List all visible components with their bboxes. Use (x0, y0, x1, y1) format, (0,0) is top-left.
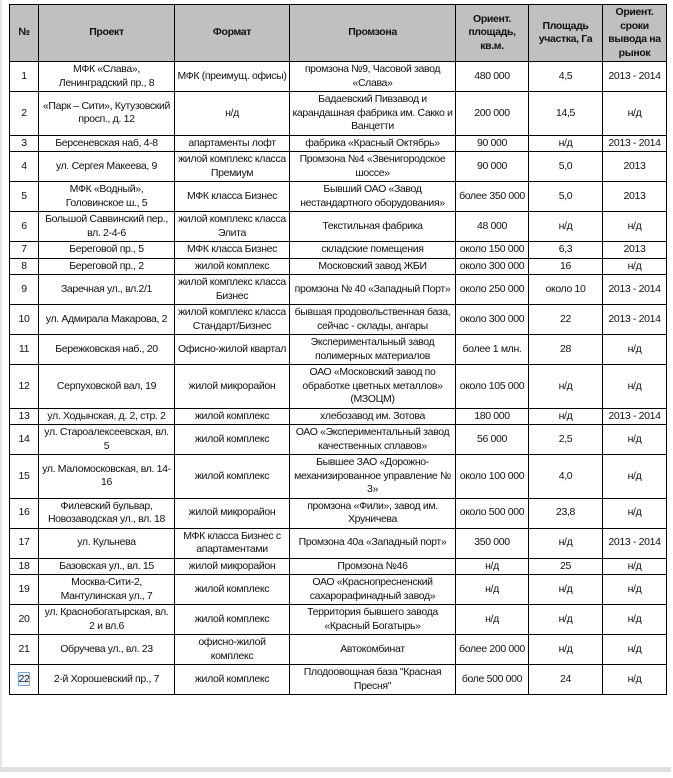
table-row (10, 335, 667, 365)
cell-col-number: 3 (10, 135, 39, 152)
table-row (10, 575, 667, 605)
cell-col-plot-ha: н/д (529, 212, 603, 242)
cell-col-project: ул. Адмирала Макарова, 2 (39, 305, 175, 335)
cell-col-number: 6 (10, 212, 39, 242)
cell-col-area-sqm: 90 000 (456, 152, 529, 182)
cell-col-area-sqm: 180 000 (456, 408, 529, 425)
header-col-promzone: Промзона (290, 5, 456, 62)
cell-col-number: 15 (10, 455, 39, 499)
cell-col-project: ул. Сергея Макеева, 9 (39, 152, 175, 182)
table-row (10, 528, 667, 558)
cell-col-format: жилой комплекс (175, 258, 290, 275)
cell-col-promzone: промзона «Фили», завод им. Хруничева (290, 498, 456, 528)
cell-col-promzone: Бадаевский Пивзавод и карандашная фабрика им. Сакко и Ванцетти (290, 92, 456, 136)
header-col-number: № (10, 5, 39, 62)
cell-col-format: жилой комплекс класса Бизнес (175, 275, 290, 305)
cell-col-format: жилой микрорайон (175, 365, 290, 409)
cell-col-plot-ha: 5,0 (529, 152, 603, 182)
cell-col-number: 5 (10, 182, 39, 212)
table-row (10, 62, 667, 92)
cell-col-promzone: Экспериментальный завод полимерных материалов (290, 335, 456, 365)
cell-col-format: жилой комплекс (175, 408, 290, 425)
cell-col-number: 21 (10, 635, 39, 665)
cell-col-promzone: Автокомбинат (290, 635, 456, 665)
cell-col-market-date: 2013 - 2014 (603, 62, 667, 92)
cell-col-area-sqm: боле 500 000 (456, 665, 529, 695)
cell-col-area-sqm: 200 000 (456, 92, 529, 136)
cell-col-area-sqm: 480 000 (456, 62, 529, 92)
cell-col-plot-ha: 5,0 (529, 182, 603, 212)
table-row (10, 242, 667, 259)
cell-col-promzone: Плодоовощная база "Красная Пресня" (290, 665, 456, 695)
cell-col-plot-ha: 4,0 (529, 455, 603, 499)
cell-col-area-sqm: около 500 000 (456, 498, 529, 528)
cell-col-format: МФК (преимущ. офисы) (175, 62, 290, 92)
cell-col-plot-ha: н/д (529, 575, 603, 605)
cell-col-plot-ha: 6,3 (529, 242, 603, 259)
cell-col-format: офисно-жилой комплекс (175, 635, 290, 665)
cell-col-promzone: Бывшее ЗАО «Дорожно-механизированное управление № 3» (290, 455, 456, 499)
cell-col-format: жилой комплекс класса Премиум (175, 152, 290, 182)
table-row (10, 275, 667, 305)
cell-col-number: 11 (10, 335, 39, 365)
cell-col-plot-ha: н/д (529, 135, 603, 152)
cell-col-plot-ha: 25 (529, 558, 603, 575)
cell-col-area-sqm: н/д (456, 605, 529, 635)
table-row (10, 558, 667, 575)
cell-col-market-date: 2013 - 2014 (603, 305, 667, 335)
cell-col-project: ул. Староалексеевская, вл. 5 (39, 425, 175, 455)
cell-col-number: 8 (10, 258, 39, 275)
cell-col-project: Бережковская наб., 20 (39, 335, 175, 365)
cell-col-area-sqm: около 300 000 (456, 258, 529, 275)
table-row (10, 135, 667, 152)
cell-col-project: Большой Саввинский пер., вл. 2-4-6 (39, 212, 175, 242)
cell-col-market-date: н/д (603, 635, 667, 665)
cell-col-number: 10 (10, 305, 39, 335)
cell-col-format: жилой комплекс (175, 575, 290, 605)
cell-col-format: МФК класса Бизнес (175, 242, 290, 259)
cell-col-plot-ha: 24 (529, 665, 603, 695)
cell-col-market-date: 2013 (603, 182, 667, 212)
cell-col-promzone: фабрика «Красный Октябрь» (290, 135, 456, 152)
cell-col-promzone: ОАО «Краснопресненский сахарорафинадный завод» (290, 575, 456, 605)
cell-col-plot-ha: н/д (529, 528, 603, 558)
cell-col-promzone: ОАО «Экспериментальный завод качественных сплавов» (290, 425, 456, 455)
cell-col-area-sqm: около 250 000 (456, 275, 529, 305)
table-row (10, 498, 667, 528)
cell-col-project: 2-й Хорошевский пр., 7 (39, 665, 175, 695)
cell-col-market-date: н/д (603, 455, 667, 499)
cell-col-number: 14 (10, 425, 39, 455)
cell-col-plot-ha: 16 (529, 258, 603, 275)
cell-col-project: Базовская ул., вл. 15 (39, 558, 175, 575)
cell-col-project: Заречная ул., вл.2/1 (39, 275, 175, 305)
cell-col-market-date: 2013 - 2014 (603, 275, 667, 305)
cell-col-area-sqm: около 100 000 (456, 455, 529, 499)
cell-col-area-sqm: 48 000 (456, 212, 529, 242)
cell-col-format: жилой комплекс (175, 425, 290, 455)
cell-col-number: 1 (10, 62, 39, 92)
cell-col-plot-ha: около 10 (529, 275, 603, 305)
cell-col-area-sqm: более 200 000 (456, 635, 529, 665)
cell-col-plot-ha: 2,5 (529, 425, 603, 455)
cell-col-promzone: Промзона №46 (290, 558, 456, 575)
cell-col-number: 16 (10, 498, 39, 528)
cell-col-number (10, 665, 39, 695)
cell-col-promzone: Промзона №4 «Звенигородское шоссе» (290, 152, 456, 182)
header-col-area-sqm: Ориент. площадь, кв.м. (456, 5, 529, 62)
cell-col-format: жилой микрорайон (175, 498, 290, 528)
cell-col-plot-ha: 22 (529, 305, 603, 335)
cell-col-project: Обручева ул., вл. 23 (39, 635, 175, 665)
cell-col-promzone: Территория бывшего завода «Красный Богатырь» (290, 605, 456, 635)
cell-col-market-date: н/д (603, 558, 667, 575)
cell-col-number: 4 (10, 152, 39, 182)
cell-col-plot-ha: 28 (529, 335, 603, 365)
cell-col-market-date: 2013 (603, 152, 667, 182)
cell-col-plot-ha: 14,5 (529, 92, 603, 136)
cell-col-market-date: н/д (603, 335, 667, 365)
table-row (10, 635, 667, 665)
table-row (10, 665, 667, 695)
cell-col-number: 12 (10, 365, 39, 409)
cell-col-project: Серпуховской вал, 19 (39, 365, 175, 409)
table-row (10, 305, 667, 335)
cell-col-area-sqm: 350 000 (456, 528, 529, 558)
table-row (10, 605, 667, 635)
cell-col-number: 7 (10, 242, 39, 259)
cell-col-number: 17 (10, 528, 39, 558)
cell-col-plot-ha: н/д (529, 408, 603, 425)
cell-col-market-date: н/д (603, 425, 667, 455)
cell-col-market-date: н/д (603, 365, 667, 409)
cell-col-promzone: промзона №9, Часовой завод «Слава» (290, 62, 456, 92)
cell-col-number: 13 (10, 408, 39, 425)
cell-col-area-sqm: около 300 000 (456, 305, 529, 335)
cell-col-market-date: н/д (603, 258, 667, 275)
projects-table (9, 4, 667, 695)
cell-col-market-date: н/д (603, 665, 667, 695)
cell-col-promzone: промзона № 40 «Западный Порт» (290, 275, 456, 305)
cell-col-plot-ha: н/д (529, 635, 603, 665)
cell-col-market-date: н/д (603, 605, 667, 635)
table-row (10, 152, 667, 182)
cell-col-format: Офисно-жилой квартал (175, 335, 290, 365)
cell-col-promzone: Текстильная фабрика (290, 212, 456, 242)
header-col-format: Формат (175, 5, 290, 62)
cell-col-project: МФК «Водный», Головинское ш., 5 (39, 182, 175, 212)
table-row (10, 365, 667, 409)
cell-col-project: Береговой пр., 5 (39, 242, 175, 259)
cell-col-plot-ha: 4,5 (529, 62, 603, 92)
cell-col-promzone: складские помещения (290, 242, 456, 259)
cell-col-number: 20 (10, 605, 39, 635)
cell-col-promzone: бывшая продовольственная база, сейчас - склады, ангары (290, 305, 456, 335)
cell-col-format: жилой комплекс класса Элита (175, 212, 290, 242)
header-col-plot-ha: Площадь участка, Га (529, 5, 603, 62)
cell-col-promzone: хлебозавод им. Зотова (290, 408, 456, 425)
cell-col-format: жилой комплекс (175, 665, 290, 695)
cell-col-number: 9 (10, 275, 39, 305)
cell-col-project: МФК «Слава», Ленинградский пр., 8 (39, 62, 175, 92)
cell-col-promzone: Промзона 40а «Западный порт» (290, 528, 456, 558)
cell-col-project: ул. Кульнева (39, 528, 175, 558)
cell-col-project: Береговой пр., 2 (39, 258, 175, 275)
cell-col-market-date: н/д (603, 212, 667, 242)
cell-col-area-sqm: 90 000 (456, 135, 529, 152)
cell-col-area-sqm: более 350 000 (456, 182, 529, 212)
cell-col-format: МФК класса Бизнес с апартаментами (175, 528, 290, 558)
table-row (10, 455, 667, 499)
cell-col-area-sqm: н/д (456, 575, 529, 605)
table-row (10, 182, 667, 212)
cell-col-area-sqm: около 105 000 (456, 365, 529, 409)
cell-col-project: ул. Маломосковская, вл. 14-16 (39, 455, 175, 499)
cell-col-format: н/д (175, 92, 290, 136)
table-header-row (10, 5, 667, 62)
cell-col-market-date: н/д (603, 498, 667, 528)
table-row (10, 425, 667, 455)
cell-col-format: жилой комплекс (175, 605, 290, 635)
cell-col-market-date: н/д (603, 92, 667, 136)
header-col-project: Проект (39, 5, 175, 62)
cell-col-project: Берсеневская наб, 4-8 (39, 135, 175, 152)
cell-col-plot-ha: 23,8 (529, 498, 603, 528)
cell-col-area-sqm: н/д (456, 558, 529, 575)
cell-col-area-sqm: более 1 млн. (456, 335, 529, 365)
table-row (10, 92, 667, 136)
cell-col-project: Филевский бульвар, Новозаводская ул., вл. 18 (39, 498, 175, 528)
cell-col-market-date: 2013 (603, 242, 667, 259)
cell-col-plot-ha: н/д (529, 605, 603, 635)
cell-col-promzone: Московский завод ЖБИ (290, 258, 456, 275)
cell-col-format: жилой комплекс класса Стандарт/Бизнес (175, 305, 290, 335)
cell-col-area-sqm: 56 000 (456, 425, 529, 455)
cell-col-format: жилой комплекс (175, 455, 290, 499)
cell-col-number: 2 (10, 92, 39, 136)
cell-col-promzone: Бывший ОАО «Завод нестандартного оборудования» (290, 182, 456, 212)
cell-col-market-date: 2013 - 2014 (603, 528, 667, 558)
cell-col-format: жилой микрорайон (175, 558, 290, 575)
cell-col-project: «Парк – Сити», Кутузовский просп., д. 12 (39, 92, 175, 136)
cell-col-plot-ha: н/д (529, 365, 603, 409)
table-row (10, 408, 667, 425)
cell-col-project: ул. Краснобогатырская, вл. 2 и вл.6 (39, 605, 175, 635)
table-row (10, 258, 667, 275)
cell-col-market-date: н/д (603, 575, 667, 605)
cell-col-project: Москва-Сити-2, Мантулинская ул., 7 (39, 575, 175, 605)
header-col-market-date: Ориент. сроки вывода на рынок (603, 5, 667, 62)
cell-col-market-date: 2013 - 2014 (603, 408, 667, 425)
cell-col-number: 18 (10, 558, 39, 575)
cell-col-area-sqm: около 150 000 (456, 242, 529, 259)
cell-col-number: 19 (10, 575, 39, 605)
cell-col-format: апартаменты лофт (175, 135, 290, 152)
selected-row-number[interactable]: 22 (18, 672, 30, 685)
cell-col-format: МФК класса Бизнес (175, 182, 290, 212)
cell-col-promzone: ОАО «Московский завод по обработке цветных металлов» (МЗОЦМ) (290, 365, 456, 409)
table-row (10, 212, 667, 242)
cell-col-project: ул. Ходынская, д. 2, стр. 2 (39, 408, 175, 425)
cell-col-market-date: 2013 - 2014 (603, 135, 667, 152)
